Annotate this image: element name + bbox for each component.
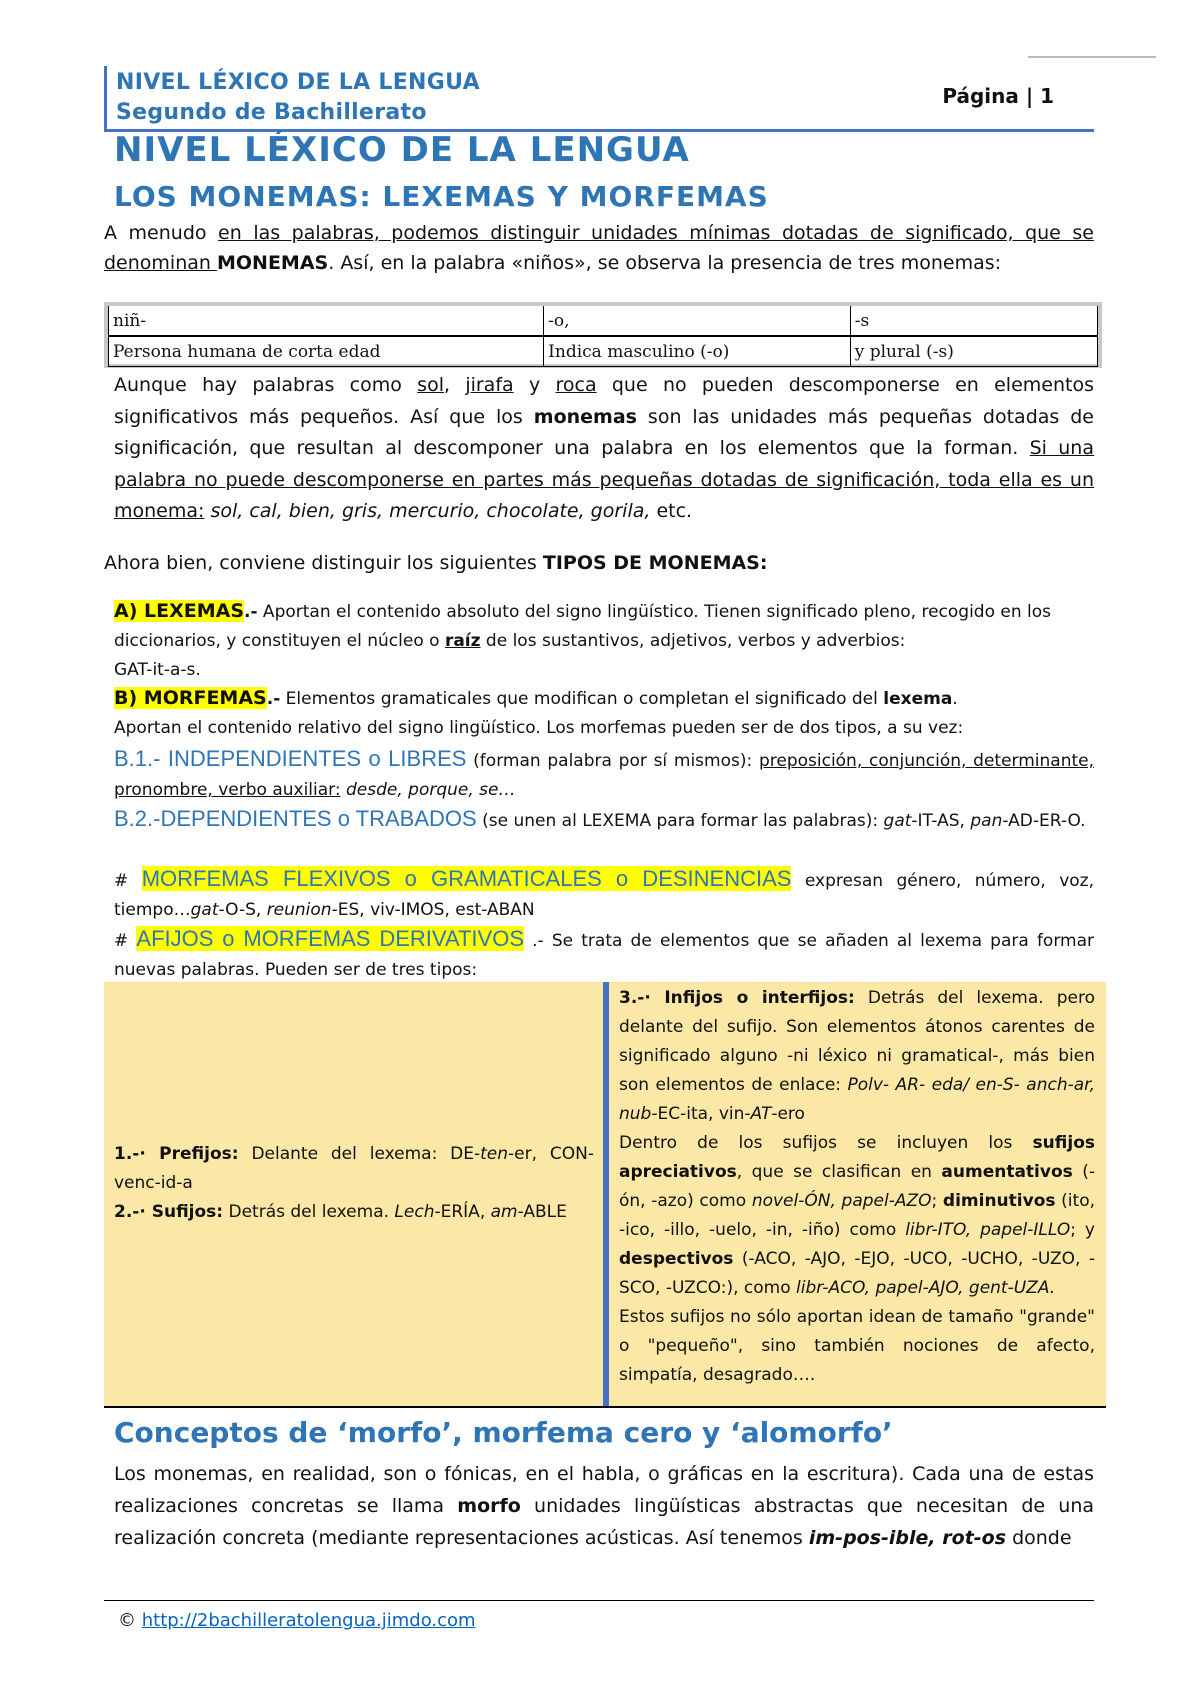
document-subtitle: LOS MONEMAS: LEXEMAS Y MORFEMAS bbox=[114, 180, 769, 213]
footer-link[interactable]: http://2bachilleratolengua.jimdo.com bbox=[141, 1610, 476, 1631]
afijos-section: # AFIJOS o MORFEMAS DERIVATIVOS .- Se trata de elementos que se añaden al lexema para formar nuevas palabras. Pueden ser de tres tipos: bbox=[114, 926, 1094, 980]
table-cell: y plural (-s) bbox=[850, 336, 1097, 367]
footer-rule bbox=[104, 1600, 1094, 1601]
box-bottom-rule bbox=[104, 1406, 1106, 1408]
table-row bbox=[109, 306, 1098, 336]
table-cell: Indica masculino (-o) bbox=[544, 336, 851, 367]
infijos-text: 3.-· Infijos o interfijos: Detrás del lexema. pero delante del sufijo. Son elementos átonos carentes de significado alguno -ni léxico ni gramatical-, más bien son elementos de enlace: Polv- AR- eda/ en-S- anch-ar, nub-EC-ita, vin-AT-ero Dentro de los sufijos se incluyen los sufijos apreciativos, que se clasifican en aumentativos (-ón, -azo) como novel-ÓN, papel-AZO; diminutivos (ito, -ico, -illo, -uelo, -in, -iño) como libr-ITO, papel-ILLO; y despectivos (-ACO, -AJO, -EJO, -UCO, -UCHO, -UZO, -SCO, -UZCO:), como libr-ACO, papel-AJO, gent-UZA. Estos sufijos no sólo aportan idean de tamaño "grande" o "pequeño", sino también nociones de afecto, simpatía, desagrado…. bbox=[619, 988, 1096, 1385]
header-subtitle: Segundo de Bachillerato bbox=[116, 100, 427, 125]
prefijos-sufijos-text: 1.-· Prefijos: Delante del lexema: DE-ten-er, CON-venc-id-a 2.-· Sufijos: Detrás del lexema. Lech-ERÍA, am-ABLE bbox=[114, 1144, 594, 1222]
page-header bbox=[104, 66, 1094, 130]
table-cell: -s bbox=[850, 306, 1097, 336]
header-left-rule bbox=[104, 66, 107, 130]
page-number: Página | 1 bbox=[942, 84, 1054, 108]
monemas-table bbox=[104, 302, 1102, 368]
footer: © http://2bachilleratolengua.jimdo.com bbox=[118, 1610, 476, 1631]
independientes-section: B.1.- INDEPENDIENTES o LIBRES (forman palabra por sí mismos): preposición, conjunción, determinante, pronombre, verbo auxiliar: desde, porque, se… bbox=[114, 746, 1094, 800]
document-title: NIVEL LÉXICO DE LA LENGUA bbox=[114, 130, 690, 170]
table-cell: Persona humana de corta edad bbox=[109, 336, 544, 367]
lexemas-section: A) LEXEMAS.- Aportan el contenido absoluto del signo lingüístico. Tienen significado pleno, recogido en los diccionarios, y constituyen el núcleo o raíz de los sustantivos, adjetivos, verbos y adverbios: GAT-it-a-s. bbox=[114, 600, 1052, 680]
table-cell: niñ- bbox=[109, 306, 544, 336]
tipos-intro: Ahora bien, conviene distinguir los siguientes TIPOS DE MONEMAS: bbox=[104, 552, 768, 574]
intro-paragraph: A menudo en las palabras, podemos distinguir unidades mínimas dotadas de significado, que se denominan MONEMAS. Así, en la palabra «niños», se observa la presencia de tres monemas: bbox=[104, 222, 1094, 274]
table-row bbox=[109, 336, 1098, 367]
monema-definition-paragraph: Aunque hay palabras como sol, jirafa y roca que no pueden descomponerse en elementos significativos más pequeños. Así que los monemas son las unidades más pequeñas dotadas de significación, que resultan al descomponer una palabra en los elementos que la forman. Si una palabra no puede descomponerse en partes más pequeñas dotadas de significación, toda ella es un monema: sol, cal, bien, gris, mercurio, chocolate, gorila, etc. bbox=[114, 374, 1094, 522]
dependientes-section: B.2.-DEPENDIENTES o TRABADOS (se unen al LEXEMA para formar las palabras): gat-IT-AS, pan-AD-ER-O. bbox=[114, 806, 1086, 831]
afijos-types-box bbox=[104, 982, 1106, 1406]
morfemas-section: B) MORFEMAS.- Elementos gramaticales que modifican o completan el significado del lexema. Aportan el contenido relativo del signo lingüístico. Los morfemas pueden ser de dos tipos, a su vez: bbox=[114, 687, 964, 738]
header-title: NIVEL LÉXICO DE LA LENGUA bbox=[116, 70, 480, 95]
infijos-column bbox=[609, 982, 1106, 1406]
flexivos-section: # MORFEMAS FLEXIVOS o GRAMATICALES o DESINENCIAS expresan género, número, voz, tiempo…gat-O-S, reunion-ES, viv-IMOS, est-ABAN bbox=[114, 866, 1094, 920]
prefijos-sufijos-column bbox=[104, 982, 603, 1406]
conceptos-heading: Conceptos de ‘morfo’, morfema cero y ‘alomorfo’ bbox=[114, 1416, 893, 1449]
table-cell: -o, bbox=[544, 306, 851, 336]
conceptos-paragraph: Los monemas, en realidad, son o fónicas, en el habla, o gráficas en la escritura). Cada una de estas realizaciones concretas se llama morfo unidades lingüísticas abstractas que necesitan de una realización concreta (mediante representaciones acústicas. Así tenemos im-pos-ible, rot-os donde bbox=[114, 1463, 1094, 1549]
header-top-rule bbox=[1028, 56, 1156, 58]
